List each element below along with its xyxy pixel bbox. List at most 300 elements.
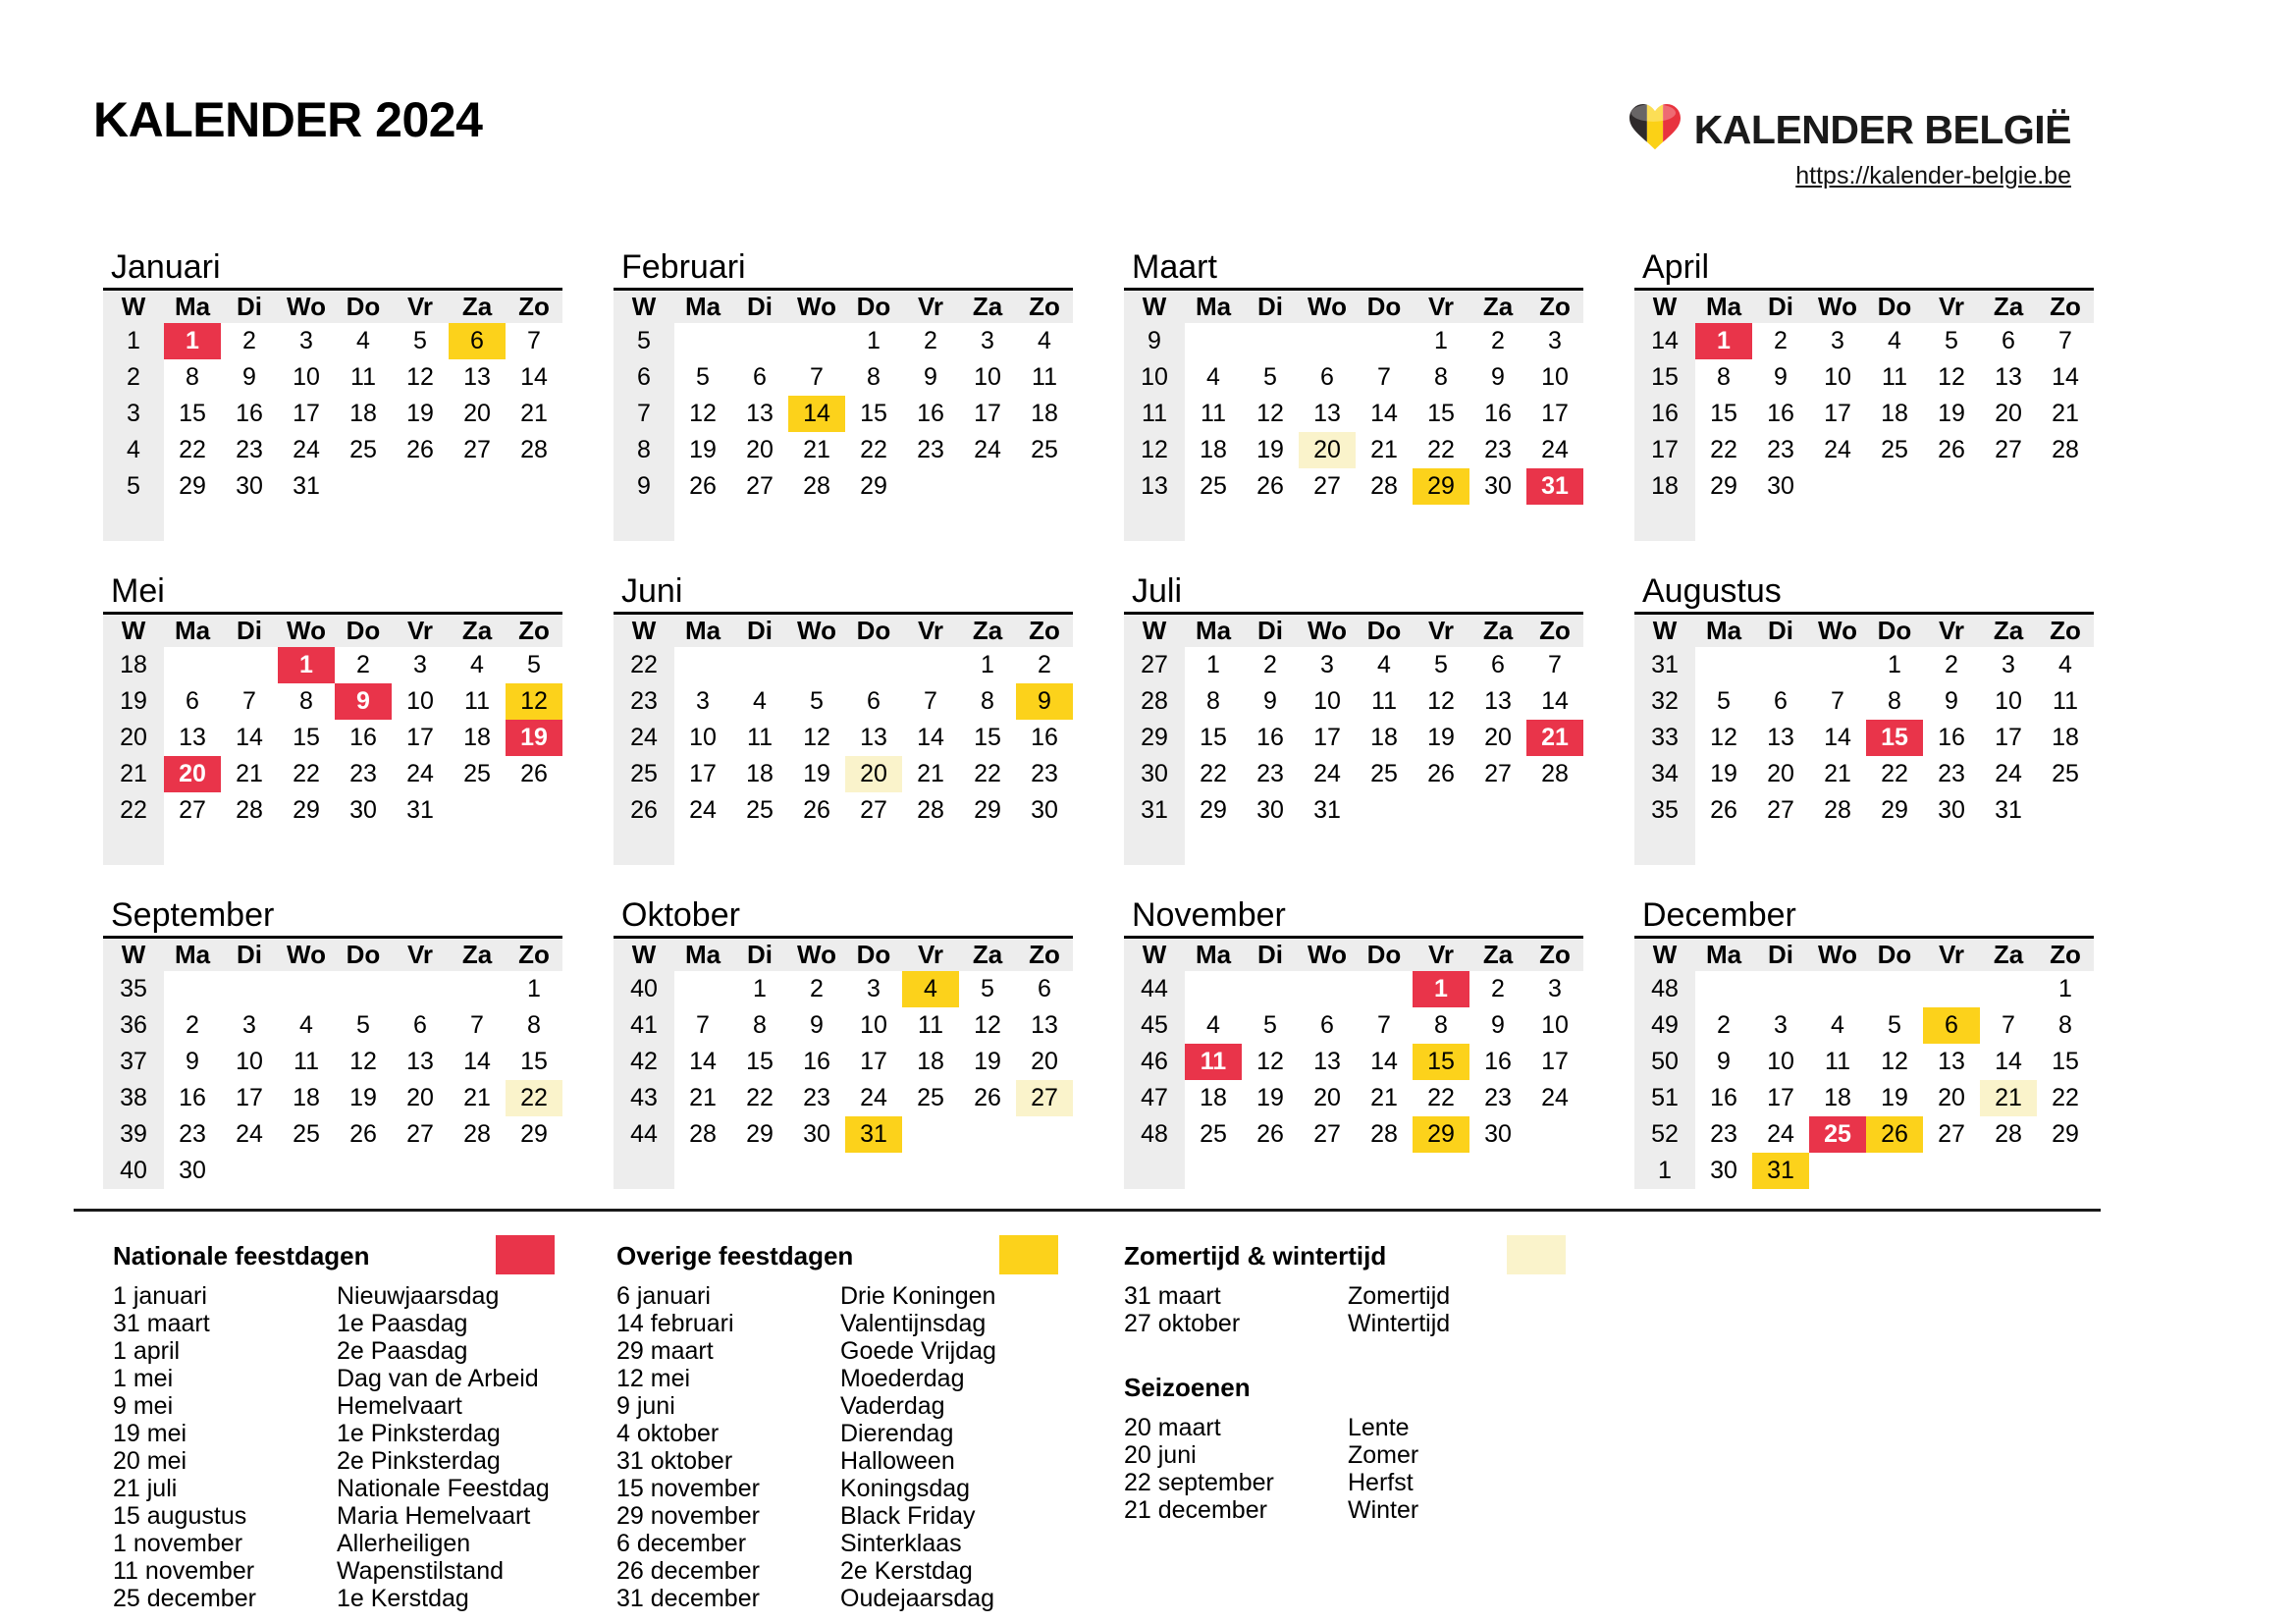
week-number xyxy=(614,1153,674,1189)
day-cell: 6 xyxy=(1038,975,1051,1002)
day-cell-national: 21 xyxy=(1526,720,1583,756)
legend-item-date: 9 mei xyxy=(113,1392,174,1420)
weekday-header: W xyxy=(614,291,674,323)
day-cell xyxy=(2037,792,2094,829)
weekday-header: Wo xyxy=(1299,939,1356,971)
week-number: 45 xyxy=(1124,1007,1185,1044)
day-cell xyxy=(674,829,731,865)
legend-item xyxy=(616,1392,1124,1420)
legend-item xyxy=(1124,1414,1631,1441)
day-cell: 5 xyxy=(810,687,824,715)
day-cell xyxy=(674,505,731,541)
weekday-header: Vr xyxy=(902,939,959,971)
day-cell: 16 xyxy=(1484,400,1512,427)
day-cell: 25 xyxy=(1370,760,1398,787)
day-cell: 4 xyxy=(1888,327,1901,354)
legend-item-date: 1 mei xyxy=(113,1365,174,1392)
day-cell-national: 9 xyxy=(335,683,392,720)
day-cell xyxy=(1752,829,1809,865)
weekday-header: Di xyxy=(221,615,278,647)
day-cell: 29 xyxy=(860,472,887,500)
day-cell: 22 xyxy=(1881,760,1908,787)
day-cell: 31 xyxy=(293,472,320,500)
day-cell xyxy=(1923,468,1980,505)
day-cell: 3 xyxy=(242,1011,256,1039)
legend-head xyxy=(113,1241,616,1271)
legend-item-name: 1e Kerstdag xyxy=(337,1585,469,1612)
day-cell: 1 xyxy=(867,327,881,354)
day-cell: 27 xyxy=(1995,436,2022,463)
month-calendar xyxy=(103,288,562,541)
day-cell xyxy=(1469,505,1526,541)
page-title: KALENDER 2024 xyxy=(93,92,483,147)
day-cell: 14 xyxy=(1995,1048,2022,1075)
day-cell xyxy=(1866,829,1923,865)
day-cell xyxy=(1356,505,1413,541)
day-cell: 25 xyxy=(1200,1120,1227,1148)
day-cell: 21 xyxy=(2052,400,2079,427)
weekday-header: Za xyxy=(1469,615,1526,647)
day-cell: 22 xyxy=(1200,760,1227,787)
day-cell: 13 xyxy=(746,400,774,427)
day-cell: 17 xyxy=(1995,724,2022,751)
day-cell: 3 xyxy=(1774,1011,1788,1039)
day-cell: 7 xyxy=(242,687,256,715)
legend-item-name: Dag van de Arbeid xyxy=(337,1365,539,1392)
day-cell xyxy=(902,505,959,541)
day-cell: 7 xyxy=(470,1011,484,1039)
day-cell: 19 xyxy=(1710,760,1737,787)
day-cell: 4 xyxy=(753,687,767,715)
weekday-header: W xyxy=(1634,291,1695,323)
day-cell: 17 xyxy=(860,1048,887,1075)
day-cell xyxy=(506,1153,562,1189)
weekday-header: Ma xyxy=(674,615,731,647)
week-number: 48 xyxy=(1124,1116,1185,1153)
day-cell xyxy=(1242,1153,1299,1189)
legend-item-name: Allerheiligen xyxy=(337,1530,471,1557)
month-calendar xyxy=(614,936,1073,1189)
day-cell: 5 xyxy=(1945,327,1958,354)
day-cell: 13 xyxy=(463,363,491,391)
day-cell: 18 xyxy=(1200,436,1227,463)
day-cell: 6 xyxy=(1320,363,1334,391)
day-cell xyxy=(1752,647,1809,683)
day-cell xyxy=(1413,829,1469,865)
header xyxy=(93,93,2071,199)
legend-swatch-national-icon xyxy=(496,1235,555,1274)
week-number xyxy=(103,829,164,865)
legend-item-name: 1e Paasdag xyxy=(337,1310,468,1337)
weekday-header: Zo xyxy=(506,939,562,971)
website-link[interactable]: https://kalender-belgie.be xyxy=(1795,162,2071,189)
legend-item xyxy=(1124,1469,1631,1496)
legend-item-date: 27 oktober xyxy=(1124,1310,1241,1337)
week-number xyxy=(614,829,674,865)
day-cell: 22 xyxy=(746,1084,774,1111)
day-cell: 17 xyxy=(293,400,320,427)
day-cell: 16 xyxy=(917,400,944,427)
day-cell: 11 xyxy=(918,1011,943,1039)
day-cell: 10 xyxy=(860,1011,887,1039)
weekday-header: Do xyxy=(1866,939,1923,971)
day-cell: 22 xyxy=(2052,1084,2079,1111)
day-cell: 15 xyxy=(1427,400,1455,427)
day-cell: 4 xyxy=(1038,327,1051,354)
legend-column-dst-seasons xyxy=(1124,1241,1631,1612)
day-cell: 7 xyxy=(1377,1011,1391,1039)
day-cell-other: 29 xyxy=(1413,468,1469,505)
weekday-header: Za xyxy=(449,615,506,647)
day-cell: 3 xyxy=(696,687,710,715)
day-cell: 3 xyxy=(2002,651,2015,678)
day-cell: 18 xyxy=(917,1048,944,1075)
legend-head xyxy=(1124,1373,1631,1402)
legend-item xyxy=(616,1557,1124,1585)
day-cell: 23 xyxy=(917,436,944,463)
day-cell xyxy=(1356,792,1413,829)
week-number: 20 xyxy=(103,720,164,756)
day-cell xyxy=(1299,323,1356,359)
day-cell xyxy=(1809,829,1866,865)
day-cell xyxy=(674,1153,731,1189)
day-cell xyxy=(335,1153,392,1189)
day-cell xyxy=(506,468,562,505)
day-cell: 13 xyxy=(860,724,887,751)
day-cell: 3 xyxy=(1831,327,1844,354)
day-cell: 21 xyxy=(803,436,830,463)
day-cell: 8 xyxy=(981,687,994,715)
day-cell xyxy=(221,647,278,683)
day-cell xyxy=(164,505,221,541)
day-cell: 3 xyxy=(1320,651,1334,678)
day-cell xyxy=(845,505,902,541)
day-cell: 20 xyxy=(1484,724,1512,751)
day-cell: 25 xyxy=(293,1120,320,1148)
day-cell xyxy=(1469,1153,1526,1189)
day-cell xyxy=(335,829,392,865)
legend-item-date: 20 maart xyxy=(1124,1414,1221,1441)
day-cell-other: 4 xyxy=(902,971,959,1007)
day-cell-other: 9 xyxy=(1016,683,1073,720)
day-cell-other: 26 xyxy=(1866,1116,1923,1153)
legend-item-name: Vaderdag xyxy=(840,1392,945,1420)
day-cell xyxy=(1526,1153,1583,1189)
day-cell: 11 xyxy=(1882,363,1907,391)
legend xyxy=(113,1241,2296,1612)
week-number: 2 xyxy=(103,359,164,396)
week-number: 3 xyxy=(103,396,164,432)
month-title: Augustus xyxy=(1642,572,1782,610)
day-cell xyxy=(506,792,562,829)
day-cell: 31 xyxy=(406,796,434,824)
legend-title-dst: Zomertijd & wintertijd xyxy=(1124,1241,1387,1271)
day-cell: 14 xyxy=(463,1048,491,1075)
day-cell xyxy=(1752,505,1809,541)
belgium-heart-icon xyxy=(1629,103,1681,156)
day-cell: 12 xyxy=(349,1048,377,1075)
day-cell: 21 xyxy=(689,1084,717,1111)
day-cell: 17 xyxy=(689,760,717,787)
weekday-header: Vr xyxy=(392,291,449,323)
day-cell: 14 xyxy=(236,724,263,751)
day-cell: 11 xyxy=(1032,363,1057,391)
legend-item xyxy=(1124,1282,1631,1310)
day-cell xyxy=(392,468,449,505)
weekday-header: Wo xyxy=(1809,939,1866,971)
day-cell xyxy=(2037,1153,2094,1189)
day-cell: 29 xyxy=(1200,796,1227,824)
day-cell: 9 xyxy=(1945,687,1958,715)
day-cell: 5 xyxy=(981,975,994,1002)
weekday-header: Za xyxy=(1469,291,1526,323)
day-cell: 26 xyxy=(1256,1120,1284,1148)
week-number: 38 xyxy=(103,1080,164,1116)
day-cell: 18 xyxy=(1200,1084,1227,1111)
day-cell: 8 xyxy=(753,1011,767,1039)
day-cell: 2 xyxy=(1717,1011,1731,1039)
day-cell xyxy=(278,1153,335,1189)
day-cell xyxy=(1299,829,1356,865)
day-cell xyxy=(1923,829,1980,865)
day-cell xyxy=(164,647,221,683)
legend-item-date: 31 oktober xyxy=(616,1447,733,1475)
day-cell: 6 xyxy=(1491,651,1505,678)
day-cell xyxy=(845,647,902,683)
day-cell: 9 xyxy=(186,1048,199,1075)
day-cell: 15 xyxy=(974,724,1001,751)
legend-item-date: 14 februari xyxy=(616,1310,734,1337)
weekday-header: Za xyxy=(449,939,506,971)
day-cell: 8 xyxy=(1206,687,1220,715)
day-cell xyxy=(1866,505,1923,541)
day-cell: 14 xyxy=(1370,400,1398,427)
week-number: 46 xyxy=(1124,1044,1185,1080)
day-cell: 24 xyxy=(689,796,717,824)
day-cell: 11 xyxy=(1825,1048,1850,1075)
day-cell xyxy=(506,829,562,865)
day-cell: 23 xyxy=(1256,760,1284,787)
day-cell xyxy=(1866,1153,1923,1189)
month-title: December xyxy=(1642,896,1796,934)
day-cell: 7 xyxy=(1548,651,1562,678)
day-cell: 27 xyxy=(1484,760,1512,787)
weekday-header: Di xyxy=(1242,939,1299,971)
legend-items-other xyxy=(616,1282,1124,1612)
day-cell xyxy=(449,792,506,829)
weekday-header: Di xyxy=(221,939,278,971)
day-cell: 13 xyxy=(1484,687,1512,715)
day-cell xyxy=(731,647,788,683)
day-cell: 29 xyxy=(746,1120,774,1148)
weekday-header: Ma xyxy=(1185,939,1242,971)
day-cell: 3 xyxy=(413,651,427,678)
week-number: 21 xyxy=(103,756,164,792)
day-cell: 15 xyxy=(1200,724,1227,751)
day-cell: 30 xyxy=(349,796,377,824)
week-number: 12 xyxy=(1124,432,1185,468)
day-cell: 29 xyxy=(2052,1120,2079,1148)
week-number: 16 xyxy=(1634,396,1695,432)
day-cell: 20 xyxy=(1995,400,2022,427)
month-title: Januari xyxy=(111,248,221,286)
day-cell xyxy=(1695,971,1752,1007)
legend-item-date: 6 december xyxy=(616,1530,747,1557)
day-cell: 23 xyxy=(803,1084,830,1111)
month-title: Februari xyxy=(621,248,746,286)
day-cell: 25 xyxy=(1200,472,1227,500)
month-juni xyxy=(614,570,1073,865)
day-cell: 28 xyxy=(1995,1120,2022,1148)
day-cell xyxy=(1526,505,1583,541)
day-cell: 23 xyxy=(1938,760,1965,787)
day-cell: 24 xyxy=(1767,1120,1794,1148)
month-title: Juni xyxy=(621,572,683,610)
day-cell-national: 19 xyxy=(506,720,562,756)
legend-item-date: 31 maart xyxy=(1124,1282,1221,1310)
week-number: 13 xyxy=(1124,468,1185,505)
day-cell: 5 xyxy=(356,1011,370,1039)
legend-item xyxy=(1124,1310,1631,1337)
legend-item-date: 15 augustus xyxy=(113,1502,247,1530)
day-cell: 2 xyxy=(356,651,370,678)
legend-item-date: 20 mei xyxy=(113,1447,187,1475)
day-cell: 4 xyxy=(2058,651,2072,678)
month-calendar xyxy=(1124,936,1583,1189)
legend-item-date: 15 november xyxy=(616,1475,760,1502)
legend-item xyxy=(1124,1496,1631,1524)
day-cell: 10 xyxy=(406,687,434,715)
day-cell xyxy=(1809,647,1866,683)
day-cell: 20 xyxy=(1938,1084,1965,1111)
day-cell: 4 xyxy=(1206,363,1220,391)
legend-item-name: Zomertijd xyxy=(1348,1282,1451,1310)
day-cell xyxy=(1980,468,2037,505)
day-cell: 6 xyxy=(1774,687,1788,715)
day-cell xyxy=(959,829,1016,865)
weekday-header: Wo xyxy=(788,291,845,323)
day-cell: 2 xyxy=(1038,651,1051,678)
legend-title-other: Overige feestdagen xyxy=(616,1241,854,1271)
legend-items-dst xyxy=(1124,1282,1631,1337)
week-number: 1 xyxy=(1634,1153,1695,1189)
day-cell: 10 xyxy=(236,1048,263,1075)
day-cell-season-dst: 22 xyxy=(506,1080,562,1116)
weekday-header: Wo xyxy=(278,939,335,971)
week-number: 14 xyxy=(1634,323,1695,359)
weekday-header: Zo xyxy=(1526,291,1583,323)
week-number: 30 xyxy=(1124,756,1185,792)
legend-title-national: Nationale feestdagen xyxy=(113,1241,370,1271)
day-cell: 16 xyxy=(1484,1048,1512,1075)
day-cell: 2 xyxy=(924,327,937,354)
week-number: 22 xyxy=(103,792,164,829)
day-cell: 26 xyxy=(803,796,830,824)
day-cell: 22 xyxy=(1427,1084,1455,1111)
weekday-header: W xyxy=(1124,615,1185,647)
day-cell: 11 xyxy=(464,687,490,715)
weekday-header: Vr xyxy=(1923,939,1980,971)
week-number xyxy=(1634,505,1695,541)
day-cell: 1 xyxy=(527,975,541,1002)
legend-item-name: Black Friday xyxy=(840,1502,976,1530)
month-calendar xyxy=(1124,288,1583,541)
week-number: 22 xyxy=(614,647,674,683)
week-number: 10 xyxy=(1124,359,1185,396)
day-cell xyxy=(1242,829,1299,865)
legend-item-name: Sinterklaas xyxy=(840,1530,962,1557)
day-cell: 20 xyxy=(406,1084,434,1111)
week-number: 32 xyxy=(1634,683,1695,720)
day-cell: 8 xyxy=(527,1011,541,1039)
day-cell: 6 xyxy=(413,1011,427,1039)
day-cell-season-dst: 20 xyxy=(845,756,902,792)
day-cell: 20 xyxy=(1313,1084,1341,1111)
week-number: 29 xyxy=(1124,720,1185,756)
legend-item xyxy=(616,1530,1124,1557)
week-number: 33 xyxy=(1634,720,1695,756)
day-cell: 25 xyxy=(917,1084,944,1111)
day-cell: 13 xyxy=(1313,400,1341,427)
week-number: 4 xyxy=(103,432,164,468)
day-cell xyxy=(788,323,845,359)
day-cell: 14 xyxy=(520,363,548,391)
legend-item xyxy=(113,1392,616,1420)
day-cell xyxy=(959,505,1016,541)
day-cell: 1 xyxy=(1888,651,1901,678)
day-cell: 19 xyxy=(406,400,434,427)
brand-name: KALENDER BELGIË xyxy=(1693,106,2071,152)
day-cell: 21 xyxy=(1824,760,1851,787)
day-cell: 21 xyxy=(520,400,548,427)
legend-item-name: Hemelvaart xyxy=(337,1392,462,1420)
legend-head xyxy=(1124,1241,1631,1271)
day-cell xyxy=(1016,505,1073,541)
legend-item xyxy=(616,1502,1124,1530)
legend-item-name: Winter xyxy=(1348,1496,1419,1524)
day-cell: 30 xyxy=(803,1120,830,1148)
day-cell xyxy=(1242,323,1299,359)
weekday-header: Wo xyxy=(788,939,845,971)
day-cell: 13 xyxy=(1995,363,2022,391)
day-cell: 24 xyxy=(974,436,1001,463)
weekday-header: Vr xyxy=(392,615,449,647)
day-cell xyxy=(788,647,845,683)
day-cell xyxy=(1356,971,1413,1007)
day-cell xyxy=(1016,1153,1073,1189)
day-cell xyxy=(1413,792,1469,829)
day-cell: 28 xyxy=(236,796,263,824)
day-cell: 27 xyxy=(179,796,206,824)
week-number: 51 xyxy=(1634,1080,1695,1116)
day-cell: 12 xyxy=(974,1011,1001,1039)
day-cell: 7 xyxy=(527,327,541,354)
legend-item-name: Moederdag xyxy=(840,1365,965,1392)
day-cell: 28 xyxy=(917,796,944,824)
week-number: 49 xyxy=(1634,1007,1695,1044)
day-cell: 30 xyxy=(1031,796,1058,824)
legend-item-date: 12 mei xyxy=(616,1365,691,1392)
day-cell: 12 xyxy=(689,400,717,427)
legend-item-name: Valentijnsdag xyxy=(840,1310,987,1337)
day-cell: 24 xyxy=(1541,436,1569,463)
day-cell: 2 xyxy=(1945,651,1958,678)
weekday-header: Do xyxy=(335,939,392,971)
week-number: 9 xyxy=(1124,323,1185,359)
day-cell: 15 xyxy=(860,400,887,427)
weekday-header: Za xyxy=(1980,939,2037,971)
day-cell xyxy=(1016,1116,1073,1153)
